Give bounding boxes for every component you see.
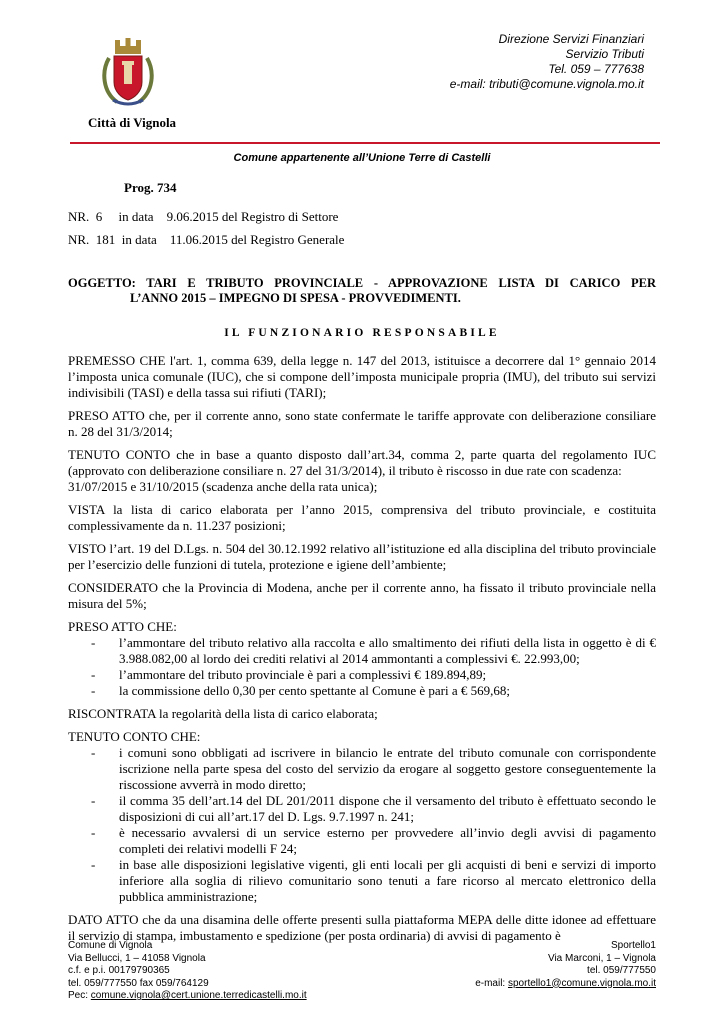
due-dates-text: 31/07/2015 e 31/10/2015 (scadenza anche della rata unica); <box>68 479 378 494</box>
email-label: e-mail: <box>475 977 508 989</box>
document-subject <box>68 276 656 306</box>
pec-link[interactable]: comune.vignola@cert.unione.terredicastelli.mo.it <box>90 990 307 1001</box>
office-email: e-mail: tributi@comune.vignola.mo.it <box>449 77 644 91</box>
list-item: - in base alle disposizioni legislative vigenti, gli enti locali per gli acquisti di beni e servizi di importo inferiore alla soglia di rilievo comunitario sono tenuti a fare ricorso al mercato elettronico della pubblica amministrazione; <box>91 857 656 904</box>
list-item: - l’ammontare del tributo provinciale è pari a complessivi € 189.894,89; <box>91 667 487 682</box>
office-direction: Direzione Servizi Finanziari <box>498 32 644 46</box>
prog-number: Prog. 734 <box>124 180 177 195</box>
paragraph-tenuto-conto-che: TENUTO CONTO CHE: <box>68 729 201 744</box>
list-item: - la commissione dello 0,30 per cento spettante al Comune è pari a € 569,68; <box>91 683 510 698</box>
city-name: Città di Vignola <box>87 115 177 130</box>
list-item: - i comuni sono obbligati ad iscrivere in bilancio le entrate del tributo comunale con corrispondente iscrizione nella parte spesa del costo del servizio da erogare al soggetto gestore conseguentemente la riscossione avverrà in modo diretto; <box>91 745 656 792</box>
footer-municipality <box>68 940 307 1003</box>
list-preso-atto <box>68 635 656 699</box>
paragraph-visto-art19: VISTO l’art. 19 del D.Lgs. n. 504 del 30.12.1992 relativo all’istituzione ed alla disciplina del tributo provinciale per l’esercizio delle funzioni di tutela, protezione e igiene dell’ambiente; <box>68 541 656 572</box>
footer-org-name: Comune di Vignola <box>68 940 153 951</box>
footer-sportello-name: Sportello1 <box>610 940 656 951</box>
list-item-text: il comma 35 dell’art.14 del DL 201/2011 dispone che il versamento del tributo è effettuato secondo le disposizioni di cui all’art.17 del D. Lgs. 9.7.1997 n. 241; <box>119 793 656 824</box>
footer-sportello-phone: tel. 059/777550 <box>587 965 656 976</box>
subject-line-1: OGGETTO: TARI E TRIBUTO PROVINCIALE - APPROVAZIONE LISTA DI CARICO PER <box>68 276 656 290</box>
footer-phone-fax: tel. 059/777550 fax 059/764129 <box>68 977 209 989</box>
subject-line-2: L’ANNO 2015 – IMPEGNO DI SPESA - PROVVEDIMENTI. <box>130 291 461 305</box>
paragraph-preso-atto-che: PRESO ATTO CHE: <box>68 619 177 634</box>
document-body <box>68 353 656 951</box>
list-item: - il comma 35 dell’art.14 del DL 201/2011 dispone che il versamento del tributo è effettuato secondo le disposizioni di cui all’art.17 del D. Lgs. 9.7.1997 n. 241; <box>91 793 656 824</box>
paragraph-premesso: PREMESSO CHE l'art. 1, comma 639, della legge n. 147 del 2013, istituisce a decorrere dal 1° gennaio 2014 l’imposta unica comunale (IUC), che si compone dell’imposta municipale propria (IMU), del tributo sui servizi indivisibili (TASI) e della tassa sui rifiuti (TARI); <box>68 353 656 400</box>
paragraph-preso-atto-tariffe: PRESO ATTO che, per il corrente anno, sono state confermate le tariffe approvate con deliberazione consiliare n. 28 del 31/3/2014; <box>68 408 656 439</box>
footer-sportello-address: Via Marconi, 1 – Vignola <box>547 952 656 964</box>
sector-register: NR. 6 in data 9.06.2015 del Registro di Settore <box>68 209 339 224</box>
footer-pec <box>68 990 307 1003</box>
paragraph-tenuto-conto-scadenze <box>68 447 656 495</box>
footer-address: Via Bellucci, 1 – 41058 Vignola <box>68 952 206 964</box>
list-item-text: l’ammontare del tributo provinciale è pari a complessivi € 189.894,89; <box>119 667 487 682</box>
office-contact-block <box>450 32 644 92</box>
general-register: NR. 181 in data 11.06.2015 del Registro Generale <box>68 232 345 247</box>
office-service: Servizio Tributi <box>565 47 644 61</box>
office-phone: Tel. 059 – 777638 <box>548 62 644 76</box>
list-tenuto-conto <box>68 745 656 905</box>
role-heading: IL FUNZIONARIO RESPONSABILE <box>224 327 500 339</box>
list-item: - è necessario avvalersi di un service esterno per provvedere all’invio degli avvisi di pagamento completi dei relativi modelli F 24; <box>91 825 656 856</box>
list-item: - l’ammontare del tributo relativo alla raccolta e allo smaltimento dei rifiuti della lista in oggetto è di € 3.988.082,00 al lordo dei crediti relativi al 2014 ammontanti a complessivi €. 22.993,00; <box>91 635 656 666</box>
list-item-text: la commissione dello 0,30 per cento spettante al Comune è pari a € 569,68; <box>119 683 510 698</box>
list-item-text: in base alle disposizioni legislative vigenti, gli enti locali per gli acquisti di beni e servizi di importo inferiore alla soglia di rilievo comunitario sono tenuti a fare ricorso al mercato elettronico della pubblica amministrazione; <box>119 857 656 904</box>
paragraph-vista-lista: VISTA la lista di carico elaborata per l’anno 2015, comprensiva del tributo provinciale, e costituita complessivamente da n. 11.237 posizioni; <box>68 502 656 533</box>
tenuto-conto-text: TENUTO CONTO che in base a quanto disposto dall’art.34, comma 2, parte quarta del regolamento IUC (approvato con deliberazione consiliare n. 27 del 31/3/2014), il tributo è riscosso in due rate con scadenza: <box>68 447 656 478</box>
list-item-text: è necessario avvalersi di un service esterno per provvedere all’invio degli avvisi di pagamento completi dei relativi modelli F 24; <box>119 825 656 856</box>
city-crest-logo <box>101 38 155 108</box>
union-line: Comune appartenente all’Unione Terre di Castelli <box>233 152 491 164</box>
email-link[interactable]: sportello1@comune.vignola.mo.it <box>507 977 656 989</box>
paragraph-considerato: CONSIDERATO che la Provincia di Modena, anche per il corrente anno, ha fissato il tributo provinciale nella misura del 5%; <box>68 580 656 611</box>
list-item-text: i comuni sono obbligati ad iscrivere in bilancio le entrate del tributo comunale con corrispondente iscrizione nella parte spesa del costo del servizio da erogare al soggetto gestore conseguentemente la riscossione avverrà in modo diretto; <box>119 745 656 792</box>
list-item-text: l’ammontare del tributo relativo alla raccolta e allo smaltimento dei rifiuti della lista in oggetto è di € 3.988.082,00 al lordo dei crediti relativi al 2014 ammontanti a complessivi €. 22.993,00; <box>119 635 656 666</box>
paragraph-riscontrata: RISCONTRATA la regolarità della lista di carico elaborata; <box>68 706 378 721</box>
footer-sportello-email <box>475 978 656 991</box>
footer-tax-code: c.f. e p.i. 00179790365 <box>68 965 170 976</box>
footer-sportello <box>475 940 656 990</box>
header-divider <box>70 142 660 144</box>
paragraph-dato-atto: DATO ATTO che da una disamina delle offerte presenti sulla piattaforma MEPA delle ditte idonee ad effettuare il servizio di stampa, imbustamento e spedizione (per posta ordinaria) di avvisi di pagamento è <box>68 912 656 943</box>
pec-label: Pec: <box>68 990 91 1001</box>
